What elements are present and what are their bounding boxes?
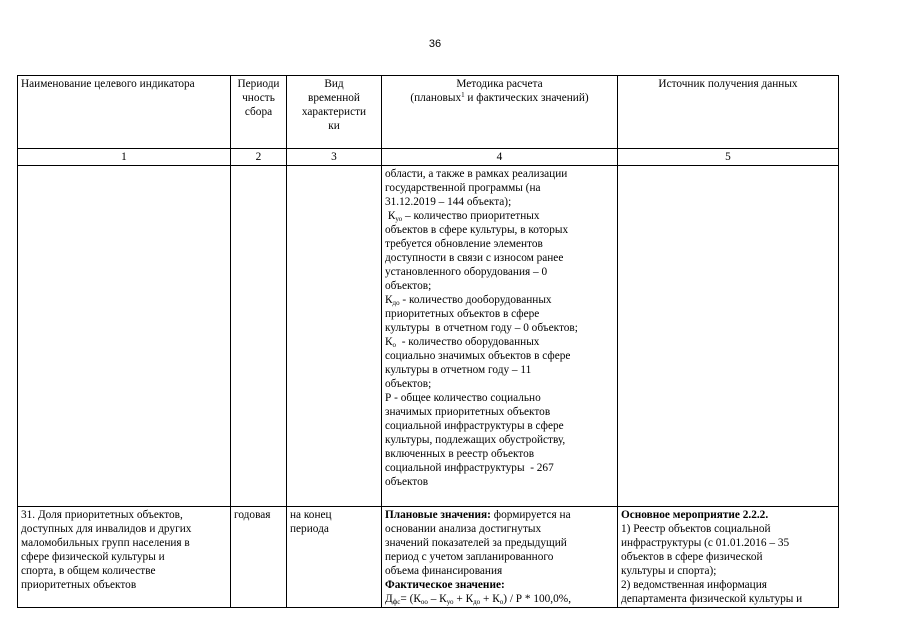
column-number: 4 (382, 149, 618, 166)
header-indicator-name: Наименование целевого индикатора (18, 76, 231, 149)
calculation-method-cell: Плановые значения: формируется на основании анализа достигнутых значений показателей за предыдущий период с учетом запланированного объема финансирования Фактическое значение: $Д_{фс}= (К_{оо} - К_{уо} + К_{до} + К_о) / Р * 100,0\%$, (382, 507, 618, 608)
actual-value-label: Фактическое значение: (385, 579, 505, 591)
header-time-characteristic: Вид временной характеристи ки (287, 76, 382, 149)
time-characteristic-cell: на конец периода (287, 507, 382, 608)
formula: $Д_{фс}= (К_{оо} - К_{уо} + К_{до} + К_о) / Р * 100,0\%$, (385, 593, 572, 606)
indicator-name-cell: 31. Доля приоритетных объектов, доступных для инвалидов и других маломобильных групп населения в сфере физической культуры и спорта, в общем количестве приоритетных объектов (18, 507, 231, 608)
header-data-source: Источник получения данных (618, 76, 839, 149)
header-collection-period: Периоди чность сбора (231, 76, 287, 149)
data-source-cell: Основное мероприятие 2.2.2. 1) Реестр объектов социальной инфраструктуры (с 01.01.2016 – 35 объектов в сфере физической культуры и спорта); 2) ведомственная информация департамента физической культуры и (618, 507, 839, 608)
column-number: 3 (287, 149, 382, 166)
footnote-marker: 1 (461, 91, 465, 99)
page-number: 36 (428, 38, 442, 50)
empty-cell (287, 166, 382, 507)
planned-values-label: Плановые значения: (385, 509, 491, 521)
indicator-row-31 (18, 507, 839, 608)
method-continuation-cell: области, а также в рамках реализации государственной программы (на 31.12.2019 – 144 объекта); $К_{уо}$ – количество приоритетных объектов в сфере культуры, в которых требуется обновление элементов доступности в связи с износом ранее установленного оборудования – 0 объектов; $К_{до}$ - количество дооборудованных приоритетных объектов в сфере культуры в отчетном году – 0 объектов; $К_о$ - количество оборудованных социально значимых объектов в сфере культуры в отчетном году – 11 объектов; Р - общее количество социально значимых приоритетных объектов социальной инфраструктуры в сфере культуры, подлежащих обустройству, включенных в реестр объектов социальной инфраструктуры - 267 объектов (382, 166, 618, 507)
column-number: 1 (18, 149, 231, 166)
empty-cell (618, 166, 839, 507)
collection-period-cell: годовая (231, 507, 287, 608)
column-number: 5 (618, 149, 839, 166)
column-number: 2 (231, 149, 287, 166)
header-calculation-method: Методика расчета (плановых$^1$ и фактических значений) (382, 76, 618, 149)
empty-cell (18, 166, 231, 507)
column-number-row (18, 149, 839, 166)
empty-cell (231, 166, 287, 507)
continuation-row (18, 166, 839, 507)
indicator-table (17, 75, 839, 608)
main-activity-title: Основное мероприятие 2.2.2. (621, 509, 769, 521)
table-header-row (18, 76, 839, 149)
